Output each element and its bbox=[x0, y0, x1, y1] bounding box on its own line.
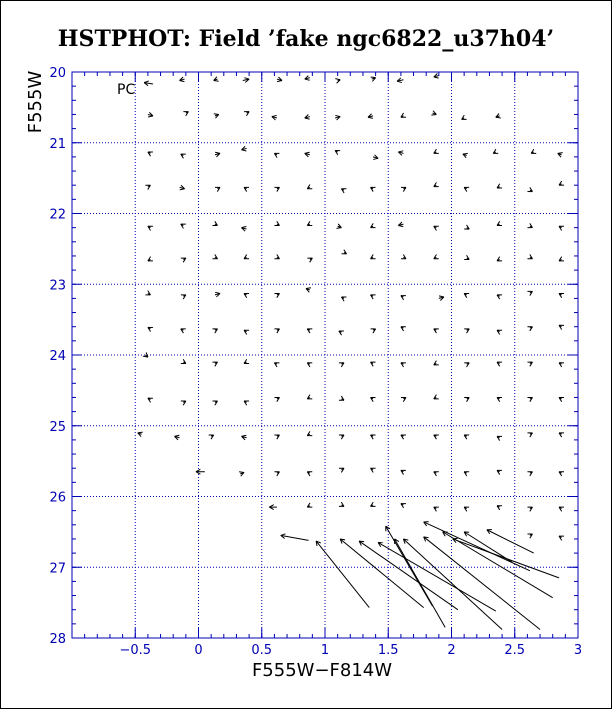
vector-arrow bbox=[244, 187, 249, 191]
vector-arrow bbox=[424, 537, 540, 630]
vector-arrow bbox=[527, 507, 532, 511]
vector-head bbox=[144, 81, 149, 83]
vector-arrow bbox=[181, 401, 186, 405]
vector-arrow bbox=[212, 221, 217, 225]
vector-arrow bbox=[274, 255, 279, 259]
vector-arrow bbox=[497, 330, 502, 334]
vector-shaft bbox=[281, 535, 309, 540]
vector-head bbox=[138, 432, 143, 433]
vector-arrow bbox=[209, 435, 214, 439]
y-tick-label: 27 bbox=[49, 561, 66, 577]
vector-arrow bbox=[148, 152, 153, 156]
vector-head bbox=[434, 77, 439, 78]
vector-arrow bbox=[527, 472, 532, 476]
vector-arrow bbox=[497, 397, 502, 401]
vector-arrow bbox=[274, 435, 279, 439]
vector-head bbox=[398, 226, 403, 227]
vector-shaft bbox=[424, 537, 540, 630]
x-tick-label: 3 bbox=[573, 643, 583, 658]
vector-arrow bbox=[212, 329, 217, 333]
vector-arrow bbox=[464, 532, 512, 562]
vector-arrow bbox=[212, 401, 217, 405]
vector-arrow bbox=[212, 362, 217, 366]
vector-arrow bbox=[527, 255, 532, 259]
vector-head bbox=[336, 228, 341, 229]
vector-arrow bbox=[274, 153, 279, 157]
vector-arrow bbox=[214, 114, 219, 118]
vector-arrow bbox=[244, 401, 249, 405]
x-tick-label: 2 bbox=[447, 643, 456, 658]
vector-arrow bbox=[401, 187, 406, 191]
vector-arrow bbox=[401, 504, 406, 508]
vector-arrow bbox=[397, 78, 403, 83]
vector-arrow bbox=[148, 257, 153, 261]
x-tick-label: 1.5 bbox=[377, 643, 399, 658]
x-tick-label: 0.5 bbox=[251, 643, 273, 658]
chart-title: HSTPHOT: Field ’fake ngc6822_u37h04’ bbox=[57, 26, 555, 52]
vector-head bbox=[305, 79, 310, 80]
vector-head bbox=[214, 80, 219, 81]
vector-arrow bbox=[371, 329, 376, 333]
vector-arrow bbox=[527, 327, 532, 331]
vector-head bbox=[174, 435, 179, 436]
vector-arrow bbox=[559, 536, 564, 540]
vector-arrow bbox=[274, 472, 279, 476]
vector-arrow bbox=[559, 507, 564, 511]
vector-arrow bbox=[464, 329, 469, 333]
y-tick-label: 20 bbox=[49, 66, 66, 81]
vector-arrow bbox=[493, 149, 498, 153]
x-tick-label: 0 bbox=[194, 643, 203, 658]
vector-arrow bbox=[559, 363, 564, 367]
vector-arrow bbox=[373, 155, 378, 160]
vector-arrow bbox=[497, 184, 502, 188]
vector-arrow bbox=[215, 292, 220, 297]
vector-arrow bbox=[487, 530, 534, 554]
vector-arrow bbox=[395, 539, 446, 627]
vector-arrow bbox=[138, 432, 143, 436]
vector-arrow bbox=[434, 226, 439, 230]
vector-arrow bbox=[307, 329, 312, 333]
vector-arrow bbox=[439, 296, 444, 301]
vector-arrow bbox=[371, 223, 376, 227]
vector-arrow bbox=[281, 534, 309, 541]
vector-head bbox=[439, 296, 444, 297]
vector-arrow bbox=[463, 153, 468, 157]
vector-arrow bbox=[143, 352, 148, 357]
vector-arrow bbox=[434, 361, 439, 365]
grid bbox=[72, 72, 578, 638]
vector-arrow bbox=[558, 153, 563, 157]
vector-arrow bbox=[371, 362, 376, 366]
vector-arrow bbox=[148, 398, 153, 402]
vector-arrow bbox=[274, 293, 279, 297]
vector-arrow bbox=[527, 291, 532, 295]
vector-arrow bbox=[464, 187, 469, 191]
vector-arrow bbox=[559, 226, 564, 230]
vector-arrow bbox=[371, 435, 376, 439]
y-tick-label: 21 bbox=[49, 136, 66, 152]
vector-arrow bbox=[148, 327, 153, 331]
vector-arrow bbox=[464, 472, 469, 476]
vector-arrow bbox=[434, 149, 439, 153]
vector-shaft bbox=[395, 539, 446, 627]
vector-arrow bbox=[307, 503, 312, 507]
vector-arrow bbox=[339, 435, 344, 439]
vector-head bbox=[239, 472, 244, 473]
vector-head bbox=[215, 292, 220, 293]
vector-arrow bbox=[242, 146, 247, 151]
vector-arrow bbox=[559, 257, 564, 261]
y-tick-label: 26 bbox=[49, 490, 66, 506]
vector-arrow bbox=[371, 397, 376, 401]
vector-arrow bbox=[340, 539, 423, 608]
vector-arrow bbox=[371, 468, 376, 472]
vector-arrow bbox=[181, 359, 186, 363]
vector-arrow bbox=[497, 257, 502, 261]
vector-arrow bbox=[272, 115, 277, 120]
vector-arrow bbox=[307, 185, 312, 189]
vector-arrow bbox=[335, 79, 340, 84]
vector-arrow bbox=[497, 506, 502, 510]
x-tick-label: 1 bbox=[320, 643, 330, 658]
vector-arrow bbox=[306, 288, 311, 292]
vector-arrow bbox=[496, 114, 501, 118]
x-axis-label: F555W−F814W bbox=[251, 660, 393, 681]
vector-shaft bbox=[487, 530, 534, 553]
vector-head bbox=[277, 80, 282, 81]
vector-head bbox=[496, 117, 501, 118]
vector-arrow bbox=[307, 363, 312, 367]
vector-arrow bbox=[242, 435, 247, 440]
vector-arrow bbox=[244, 359, 249, 363]
vector-arrow bbox=[174, 435, 179, 440]
vector-arrow bbox=[527, 223, 532, 227]
vector-arrow bbox=[196, 469, 205, 474]
vector-arrow bbox=[531, 149, 536, 153]
vector-arrow bbox=[339, 331, 344, 335]
y-axis-label: F555W bbox=[25, 70, 46, 134]
vector-arrow bbox=[401, 435, 406, 439]
vector-shaft bbox=[340, 539, 423, 608]
vector-head bbox=[244, 78, 249, 79]
vector-arrow bbox=[274, 329, 279, 333]
vector-arrow bbox=[464, 293, 469, 297]
vector-arrow bbox=[339, 396, 344, 400]
vector-arrow bbox=[559, 181, 564, 185]
y-tick-label: 28 bbox=[49, 632, 66, 647]
vector-arrow bbox=[401, 113, 406, 117]
vector-arrow bbox=[305, 114, 310, 119]
vector-arrow bbox=[434, 435, 439, 439]
vector-arrow bbox=[181, 154, 186, 158]
vector-arrow bbox=[497, 470, 502, 474]
vector-arrow bbox=[559, 325, 564, 329]
vector-shaft bbox=[403, 539, 502, 630]
vector-arrow bbox=[464, 255, 469, 259]
vector-head bbox=[558, 153, 563, 154]
vector-arrow bbox=[212, 255, 217, 259]
vector-arrow bbox=[497, 295, 502, 299]
vector-arrow bbox=[239, 472, 244, 476]
vector-arrow bbox=[145, 291, 150, 295]
vector-arrow bbox=[242, 227, 247, 232]
vector-arrow bbox=[559, 293, 564, 297]
vector-arrow bbox=[244, 112, 249, 116]
vector-arrow bbox=[527, 433, 532, 437]
vector-arrow bbox=[243, 78, 249, 83]
vector-arrow bbox=[342, 250, 347, 254]
vector-arrow bbox=[183, 112, 188, 116]
vector-head bbox=[373, 158, 378, 159]
vector-arrow bbox=[497, 221, 502, 225]
vector-arrow bbox=[305, 152, 310, 157]
vector-head bbox=[214, 114, 219, 115]
vector-head bbox=[180, 80, 185, 81]
vector-head bbox=[242, 435, 247, 436]
vector-arrow bbox=[307, 258, 312, 262]
vector-head bbox=[305, 118, 310, 119]
vector-shaft bbox=[424, 522, 530, 571]
vector-arrow bbox=[434, 395, 439, 399]
vector-arrow bbox=[464, 435, 469, 439]
vector-arrow bbox=[434, 507, 439, 511]
vector-arrow bbox=[244, 255, 249, 259]
y-tick-label: 23 bbox=[49, 278, 66, 294]
vector-arrow bbox=[244, 330, 249, 334]
vector-head bbox=[397, 81, 402, 82]
vector-arrow bbox=[401, 327, 406, 331]
vector-arrow bbox=[215, 187, 220, 191]
vector-head bbox=[368, 117, 373, 118]
vector-head bbox=[180, 189, 185, 190]
vector-arrow bbox=[403, 539, 502, 630]
vector-head bbox=[371, 77, 376, 78]
vector-arrow bbox=[148, 112, 153, 117]
vector-head bbox=[305, 152, 310, 153]
vector-arrow bbox=[341, 189, 346, 193]
panel-label: PC bbox=[117, 82, 136, 98]
vector-arrow bbox=[464, 507, 469, 511]
vector-arrow bbox=[181, 329, 186, 333]
vector-arrow bbox=[274, 221, 279, 225]
vector-arrow bbox=[434, 472, 439, 476]
vector-head bbox=[306, 288, 311, 289]
vector-arrow bbox=[316, 541, 369, 608]
vector-arrow bbox=[434, 182, 439, 186]
vector-arrow bbox=[559, 397, 564, 401]
vector-arrow bbox=[180, 77, 185, 82]
y-tick-label: 25 bbox=[49, 419, 66, 435]
vector-arrow bbox=[339, 502, 344, 506]
vector-arrow bbox=[401, 363, 406, 367]
vector-arrow bbox=[401, 397, 406, 401]
vector-arrow bbox=[527, 534, 532, 538]
vector-arrow bbox=[527, 397, 532, 401]
vector-arrow bbox=[398, 151, 403, 156]
vector-arrow bbox=[464, 397, 469, 401]
vector-arrow bbox=[371, 255, 376, 259]
vector-arrow bbox=[401, 255, 406, 259]
vector-arrow bbox=[434, 255, 439, 259]
vector-head bbox=[281, 534, 286, 536]
y-tick-label: 24 bbox=[49, 349, 66, 364]
vector-arrow bbox=[307, 221, 312, 225]
vector-arrow bbox=[434, 329, 439, 333]
vector-arrow bbox=[424, 522, 530, 571]
vector-arrow bbox=[371, 502, 376, 506]
vector-head bbox=[242, 227, 247, 228]
vector-arrow bbox=[559, 433, 564, 437]
vector-arrow bbox=[181, 258, 186, 262]
vector-arrow bbox=[274, 397, 279, 401]
y-tick-label: 22 bbox=[49, 207, 66, 223]
vector-arrow bbox=[307, 472, 312, 476]
vector-arrow bbox=[371, 295, 376, 299]
vector-arrow bbox=[341, 297, 346, 301]
vector-arrow bbox=[181, 224, 186, 228]
vector-field bbox=[138, 73, 564, 629]
vector-arrow bbox=[401, 296, 406, 300]
vector-arrow bbox=[431, 111, 436, 115]
vector-arrow bbox=[335, 151, 340, 155]
vector-arrow bbox=[368, 114, 373, 119]
vector-arrow bbox=[244, 293, 249, 297]
vector-arrow bbox=[307, 395, 312, 399]
vector-arrow bbox=[559, 472, 564, 476]
axis-ticks bbox=[49, 66, 582, 658]
vector-arrow bbox=[371, 77, 376, 81]
x-tick-label: −0.5 bbox=[119, 643, 152, 658]
vector-head bbox=[335, 115, 340, 116]
vector-arrow bbox=[497, 362, 502, 366]
vector-head bbox=[335, 79, 340, 80]
vector-head bbox=[398, 151, 403, 152]
vector-arrow bbox=[497, 436, 502, 440]
vector-shaft bbox=[316, 541, 369, 608]
vector-arrow bbox=[148, 226, 153, 230]
vector-arrow bbox=[269, 505, 277, 510]
vector-head bbox=[215, 152, 220, 153]
vector-arrow bbox=[145, 185, 150, 189]
vector-arrow bbox=[398, 222, 403, 227]
vector-head bbox=[463, 153, 468, 154]
vector-arrow bbox=[215, 152, 220, 157]
vector-head bbox=[272, 115, 277, 116]
vector-arrow bbox=[339, 363, 344, 367]
vector-arrow bbox=[339, 468, 344, 472]
vector-arrow bbox=[371, 187, 376, 191]
vector-arrow bbox=[434, 73, 439, 78]
vector-arrow bbox=[527, 362, 532, 366]
vector-head bbox=[242, 150, 247, 151]
vector-arrow bbox=[274, 363, 279, 367]
vector-arrow bbox=[144, 81, 153, 86]
vector-arrow bbox=[214, 77, 219, 81]
vector-arrow bbox=[335, 115, 340, 120]
vector-arrow bbox=[401, 470, 406, 474]
vector-arrow bbox=[277, 77, 282, 82]
vector-arrow bbox=[527, 187, 532, 191]
vector-shaft bbox=[464, 532, 512, 562]
x-tick-label: 2.5 bbox=[504, 643, 526, 658]
vector-head bbox=[359, 541, 364, 542]
vector-arrow bbox=[305, 76, 310, 81]
vector-arrow bbox=[274, 187, 279, 191]
vector-arrow bbox=[307, 431, 312, 435]
vector-arrow bbox=[180, 185, 185, 190]
vector-arrow bbox=[464, 225, 469, 229]
vector-arrow bbox=[336, 224, 341, 228]
vector-arrow bbox=[464, 363, 469, 367]
vector-head bbox=[148, 116, 153, 117]
vector-arrow bbox=[181, 295, 186, 299]
vector-head bbox=[431, 114, 436, 115]
vector-arrow bbox=[462, 115, 467, 119]
